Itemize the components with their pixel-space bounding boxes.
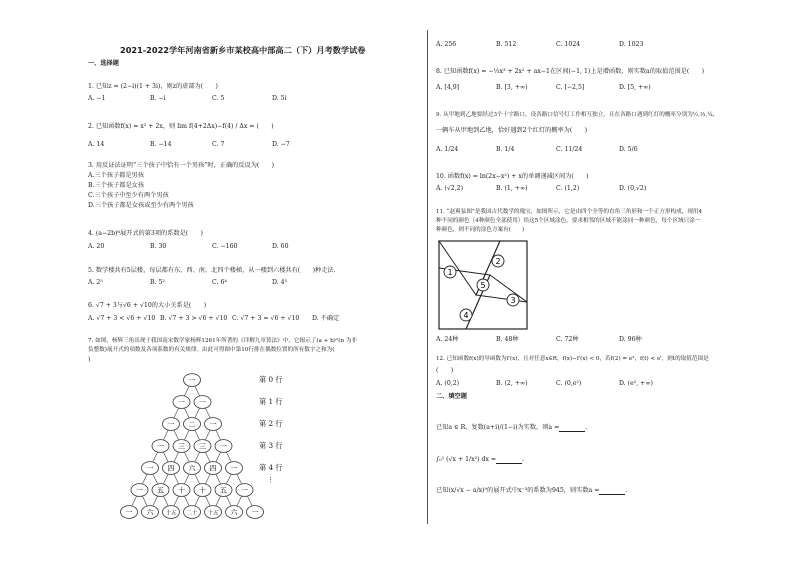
q11-option-b: B. 48种	[496, 336, 519, 343]
q1-option-a: A. −1	[88, 95, 106, 102]
svg-text:一: 一	[188, 376, 196, 385]
q11-line1: 11. “赵爽弦图”是我国古代数学的瑰宝，如图所示，它是由四个全等的直角三角形和一个正方形构成，现用4	[436, 209, 703, 215]
svg-text:一: 一	[178, 398, 185, 407]
q10-option-c: C. (1,2)	[556, 185, 580, 192]
triangle-node	[194, 484, 211, 497]
q1-stem: 1. 已知z = (2−i)(1 + 3i)，则z的虚部为( )	[88, 83, 218, 90]
fill-q2-blank	[496, 457, 522, 464]
q1-option-c: C. 5	[212, 95, 225, 102]
svg-text:六: 六	[146, 508, 154, 517]
q7-line3: )	[88, 356, 91, 363]
triangle-node	[194, 440, 211, 453]
q9-option-d: D. 5/6	[619, 146, 638, 153]
q8-option-b: B. [3, +∞)	[496, 84, 528, 91]
triangle-node	[152, 440, 169, 453]
q11-line2: 种不同的颜色（4种颜色全部使用）给这5个区域涂色，要求相邻的区域不能涂同一种颜色，每个区域只涂一	[436, 218, 701, 224]
q6-stem: 6. √7 + 3与√6 + √10的大小关系是( )	[88, 302, 207, 309]
q9-option-a: A. 1/24	[436, 146, 459, 153]
triangle-node	[184, 462, 201, 475]
q7-option-b: B. 512	[496, 41, 517, 48]
q5-option-c: C. 6⁴	[212, 279, 227, 286]
svg-text:六: 六	[230, 508, 238, 517]
q3-option-a: A.三个孩子都是男孩	[88, 172, 144, 179]
page-title: 2021-2022学年河南省新乡市某校高中部高二（下）月考数学试卷	[120, 45, 366, 55]
svg-text:一: 一	[209, 420, 217, 429]
q7-line2: 负整数)展开式的项数及各项系数的有关规律。由此可得图中第10行排在偶数位置的所有数字之和为(	[88, 347, 335, 353]
svg-text:一: 一	[167, 420, 175, 429]
q10-option-a: A. (√2,2)	[436, 185, 464, 192]
triangle-node	[131, 484, 148, 497]
q6-option-c: C. √7 + 3 = √6 + √10	[232, 315, 300, 322]
q7-line1: 7. 如图，杨辉三角出现于我国南宋数学家杨辉1261年所著的《详解九章算法》中，它揭示了(a + b)ⁿ(n 为非	[88, 338, 358, 344]
fill-q3: 已知(x/√x − a/x)⁹的展开式中x⁻³的系数为945，则实数a = .	[436, 487, 628, 494]
q9-option-b: B. 1/4	[496, 146, 515, 153]
svg-text:一: 一	[146, 464, 154, 473]
triangle-node	[184, 506, 201, 519]
triangle-node	[205, 462, 222, 475]
region-label-2	[492, 255, 504, 267]
svg-text:4: 4	[463, 311, 469, 320]
q6-option-d: D. 不确定	[312, 315, 340, 322]
svg-text:一: 一	[136, 486, 143, 495]
svg-text:五: 五	[157, 486, 164, 495]
q3-option-d: D.三个孩子都是女孩或至少有两个男孩	[88, 202, 194, 209]
q4-stem: 4. (a−2b)⁶展开式的第3项的系数是( )	[88, 230, 203, 237]
q3-stem: 3. 用反证法证明“三个孩子中恰有一个男孩”时，正确的反设为( )	[88, 162, 275, 169]
q8-option-c: C. [−2,5]	[556, 84, 585, 91]
svg-text:一: 一	[125, 508, 133, 517]
q11-option-c: C. 72种	[556, 336, 579, 343]
row-label-2: 第 2 行	[259, 419, 283, 428]
q5-stem: 5. 数学楼共有5层楼，每层都有东、西、南、北四个楼梯，从一楼到六楼共有( )种走法.	[88, 267, 336, 274]
fill-q3-blank	[599, 488, 625, 495]
svg-text:十: 十	[178, 486, 185, 495]
svg-text:十五: 十五	[165, 510, 177, 517]
svg-text:一: 一	[220, 442, 227, 451]
triangle-node	[163, 462, 180, 475]
triangle-node	[184, 418, 201, 431]
q9-option-c: C. 11/24	[556, 146, 583, 153]
svg-text:一: 一	[199, 398, 206, 407]
triangle-node	[205, 418, 222, 431]
q9-line1: 9. 从甲地到乙地要经过3个十字路口，设各路口信号灯工作相互独立，且在各路口遇到红灯的概率分别为½,⅓,¼，	[436, 112, 719, 118]
q9-line2: 一辆车从甲地到乙地，恰好遇到2个红灯的概率为( )	[436, 127, 588, 134]
triangle-node	[226, 506, 243, 519]
q12-option-c: C. (0,e²)	[556, 380, 582, 387]
svg-text:一: 一	[230, 464, 238, 473]
svg-text:2: 2	[495, 257, 501, 266]
svg-text:二十: 二十	[186, 510, 198, 517]
q11-line3: 种颜色，则不同的涂色方案有( )	[436, 227, 525, 233]
q3-option-c: C.三个孩子中至少有两个男孩	[88, 192, 169, 199]
section-choice-heading: 一、选择题	[88, 60, 119, 67]
svg-text:四: 四	[167, 464, 175, 473]
q4-option-b: B. 30	[150, 243, 167, 250]
svg-text:十五: 十五	[207, 510, 219, 517]
section-fill-heading: 二、填空题	[436, 393, 467, 400]
triangle-node	[142, 506, 159, 519]
svg-text:一: 一	[241, 486, 248, 495]
q10-option-b: B. (1, +∞)	[496, 185, 528, 192]
triangle-node	[215, 440, 232, 453]
q6-option-b: B. √7 + 3 > √6 + √10	[160, 315, 228, 322]
triangle-node	[226, 462, 243, 475]
region-label-3	[507, 294, 519, 306]
q4-option-a: A. 20	[88, 243, 105, 250]
triangle-node	[247, 506, 264, 519]
fill-q1: 已知a ∈ R，复数(a+i)/(1−i)为实数，则a = .	[436, 424, 588, 431]
triangle-node	[152, 484, 169, 497]
q11-option-a: A. 24种	[436, 336, 459, 343]
svg-text:1: 1	[447, 268, 453, 277]
svg-text:三: 三	[199, 442, 206, 451]
q7-option-c: C. 1024	[556, 41, 581, 48]
svg-text:3: 3	[510, 296, 516, 305]
q5-option-b: B. 5²	[150, 279, 165, 286]
triangle-node	[236, 484, 253, 497]
q11-option-d: D. 96种	[619, 336, 642, 343]
svg-text:三: 三	[178, 442, 185, 451]
q2-option-a: A. 14	[88, 141, 105, 148]
triangle-node	[184, 374, 201, 387]
q12-option-a: A. (0,2)	[436, 380, 460, 387]
fill-q2-text: ∫₀¹ (√x + 1/x²) dx =	[436, 456, 497, 463]
row-label-0: 第 0 行	[259, 375, 283, 384]
svg-text:十: 十	[199, 486, 206, 495]
q7-option-d: D. 1023	[619, 41, 644, 48]
q8-option-a: A. [4,9]	[436, 84, 460, 91]
q2-option-b: B. −14	[150, 141, 172, 148]
svg-text:六: 六	[188, 464, 196, 473]
q2-option-d: D. −7	[272, 141, 290, 148]
pascal-triangle-figure	[92, 370, 322, 520]
fill-q3-text: 已知(x/√x − a/x)⁹的展开式中x⁻³的系数为945，则实数a =	[436, 487, 600, 494]
q4-option-d: D. 60	[272, 243, 289, 250]
q8-option-d: D. [5, +∞)	[619, 84, 651, 91]
triangle-node	[173, 440, 190, 453]
q5-option-a: A. 2⁵	[88, 279, 103, 286]
q7-option-a: A. 256	[436, 41, 457, 48]
svg-text:一: 一	[251, 508, 259, 517]
zhao-shuang-diagram	[438, 240, 528, 330]
triangle-node	[205, 506, 222, 519]
triangle-node	[163, 418, 180, 431]
q1-option-b: B. −i	[150, 95, 166, 102]
q2-option-c: C. 7	[212, 141, 225, 148]
q5-option-d: D. 4⁵	[272, 279, 288, 286]
row-label-4: 第 4 行	[259, 463, 283, 472]
triangle-node	[173, 396, 190, 409]
svg-text:5: 5	[480, 281, 486, 290]
svg-text:二: 二	[188, 420, 196, 429]
region-label-4	[460, 309, 472, 321]
row-label-3: 第 3 行	[259, 441, 283, 450]
fill-q2: ∫₀¹ (√x + 1/x²) dx = .	[436, 456, 525, 463]
triangle-node	[121, 506, 138, 519]
q1-option-d: D. 5i	[272, 95, 287, 102]
region-label-1	[444, 266, 456, 278]
q8-stem: 8. 已知函数f(x) = −⅓x³ + 2x² + ax−1在区间(−1, 1)上是增函数，则实数a的取值范围是( )	[436, 68, 705, 75]
q3-option-b: B.三个孩子都是女孩	[88, 182, 145, 189]
svg-text:一: 一	[157, 442, 164, 451]
fill-q1-blank	[559, 425, 585, 432]
q12-line1: 12. 已知函数f(x)的导函数为f′(x)，且对任意x∈R，f(x)−f′(x) < 0，若f(2) = e²，f(t) < eᵗ，则t的取值范围是	[436, 356, 709, 362]
triangle-node	[163, 506, 180, 519]
fill-q1-text: 已知a ∈ R，复数(a+i)/(1−i)为实数，则a =	[436, 424, 560, 431]
triangle-node	[215, 484, 232, 497]
svg-text:四: 四	[209, 464, 217, 473]
triangle-node	[194, 396, 211, 409]
q10-option-d: D. (0,√2)	[619, 185, 647, 192]
q4-option-c: C. −160	[212, 243, 238, 250]
triangle-node	[142, 462, 159, 475]
q12-option-b: B. (2, +∞)	[496, 380, 528, 387]
region-label-5	[477, 279, 489, 291]
triangle-node	[173, 484, 190, 497]
svg-text:五: 五	[220, 486, 227, 495]
column-divider	[427, 30, 428, 524]
q6-option-a: A. √7 + 3 < √6 + √10	[88, 315, 156, 322]
q12-option-d: D. (e², +∞)	[619, 380, 653, 387]
q10-stem: 10. 函数f(x) = ln(2x−x²) + x的单调递减区间为( )	[436, 173, 589, 180]
q2-stem: 2. 已知函数f(x) = x² + 2x，则 lim f(4+2Δx)−f(4) / Δx = ( )	[88, 123, 274, 130]
row-label-1: 第 1 行	[259, 397, 283, 406]
row-continuation-dots: ⋮	[267, 476, 274, 484]
q12-line2: ( )	[436, 367, 454, 374]
diagram-edge	[476, 241, 527, 302]
